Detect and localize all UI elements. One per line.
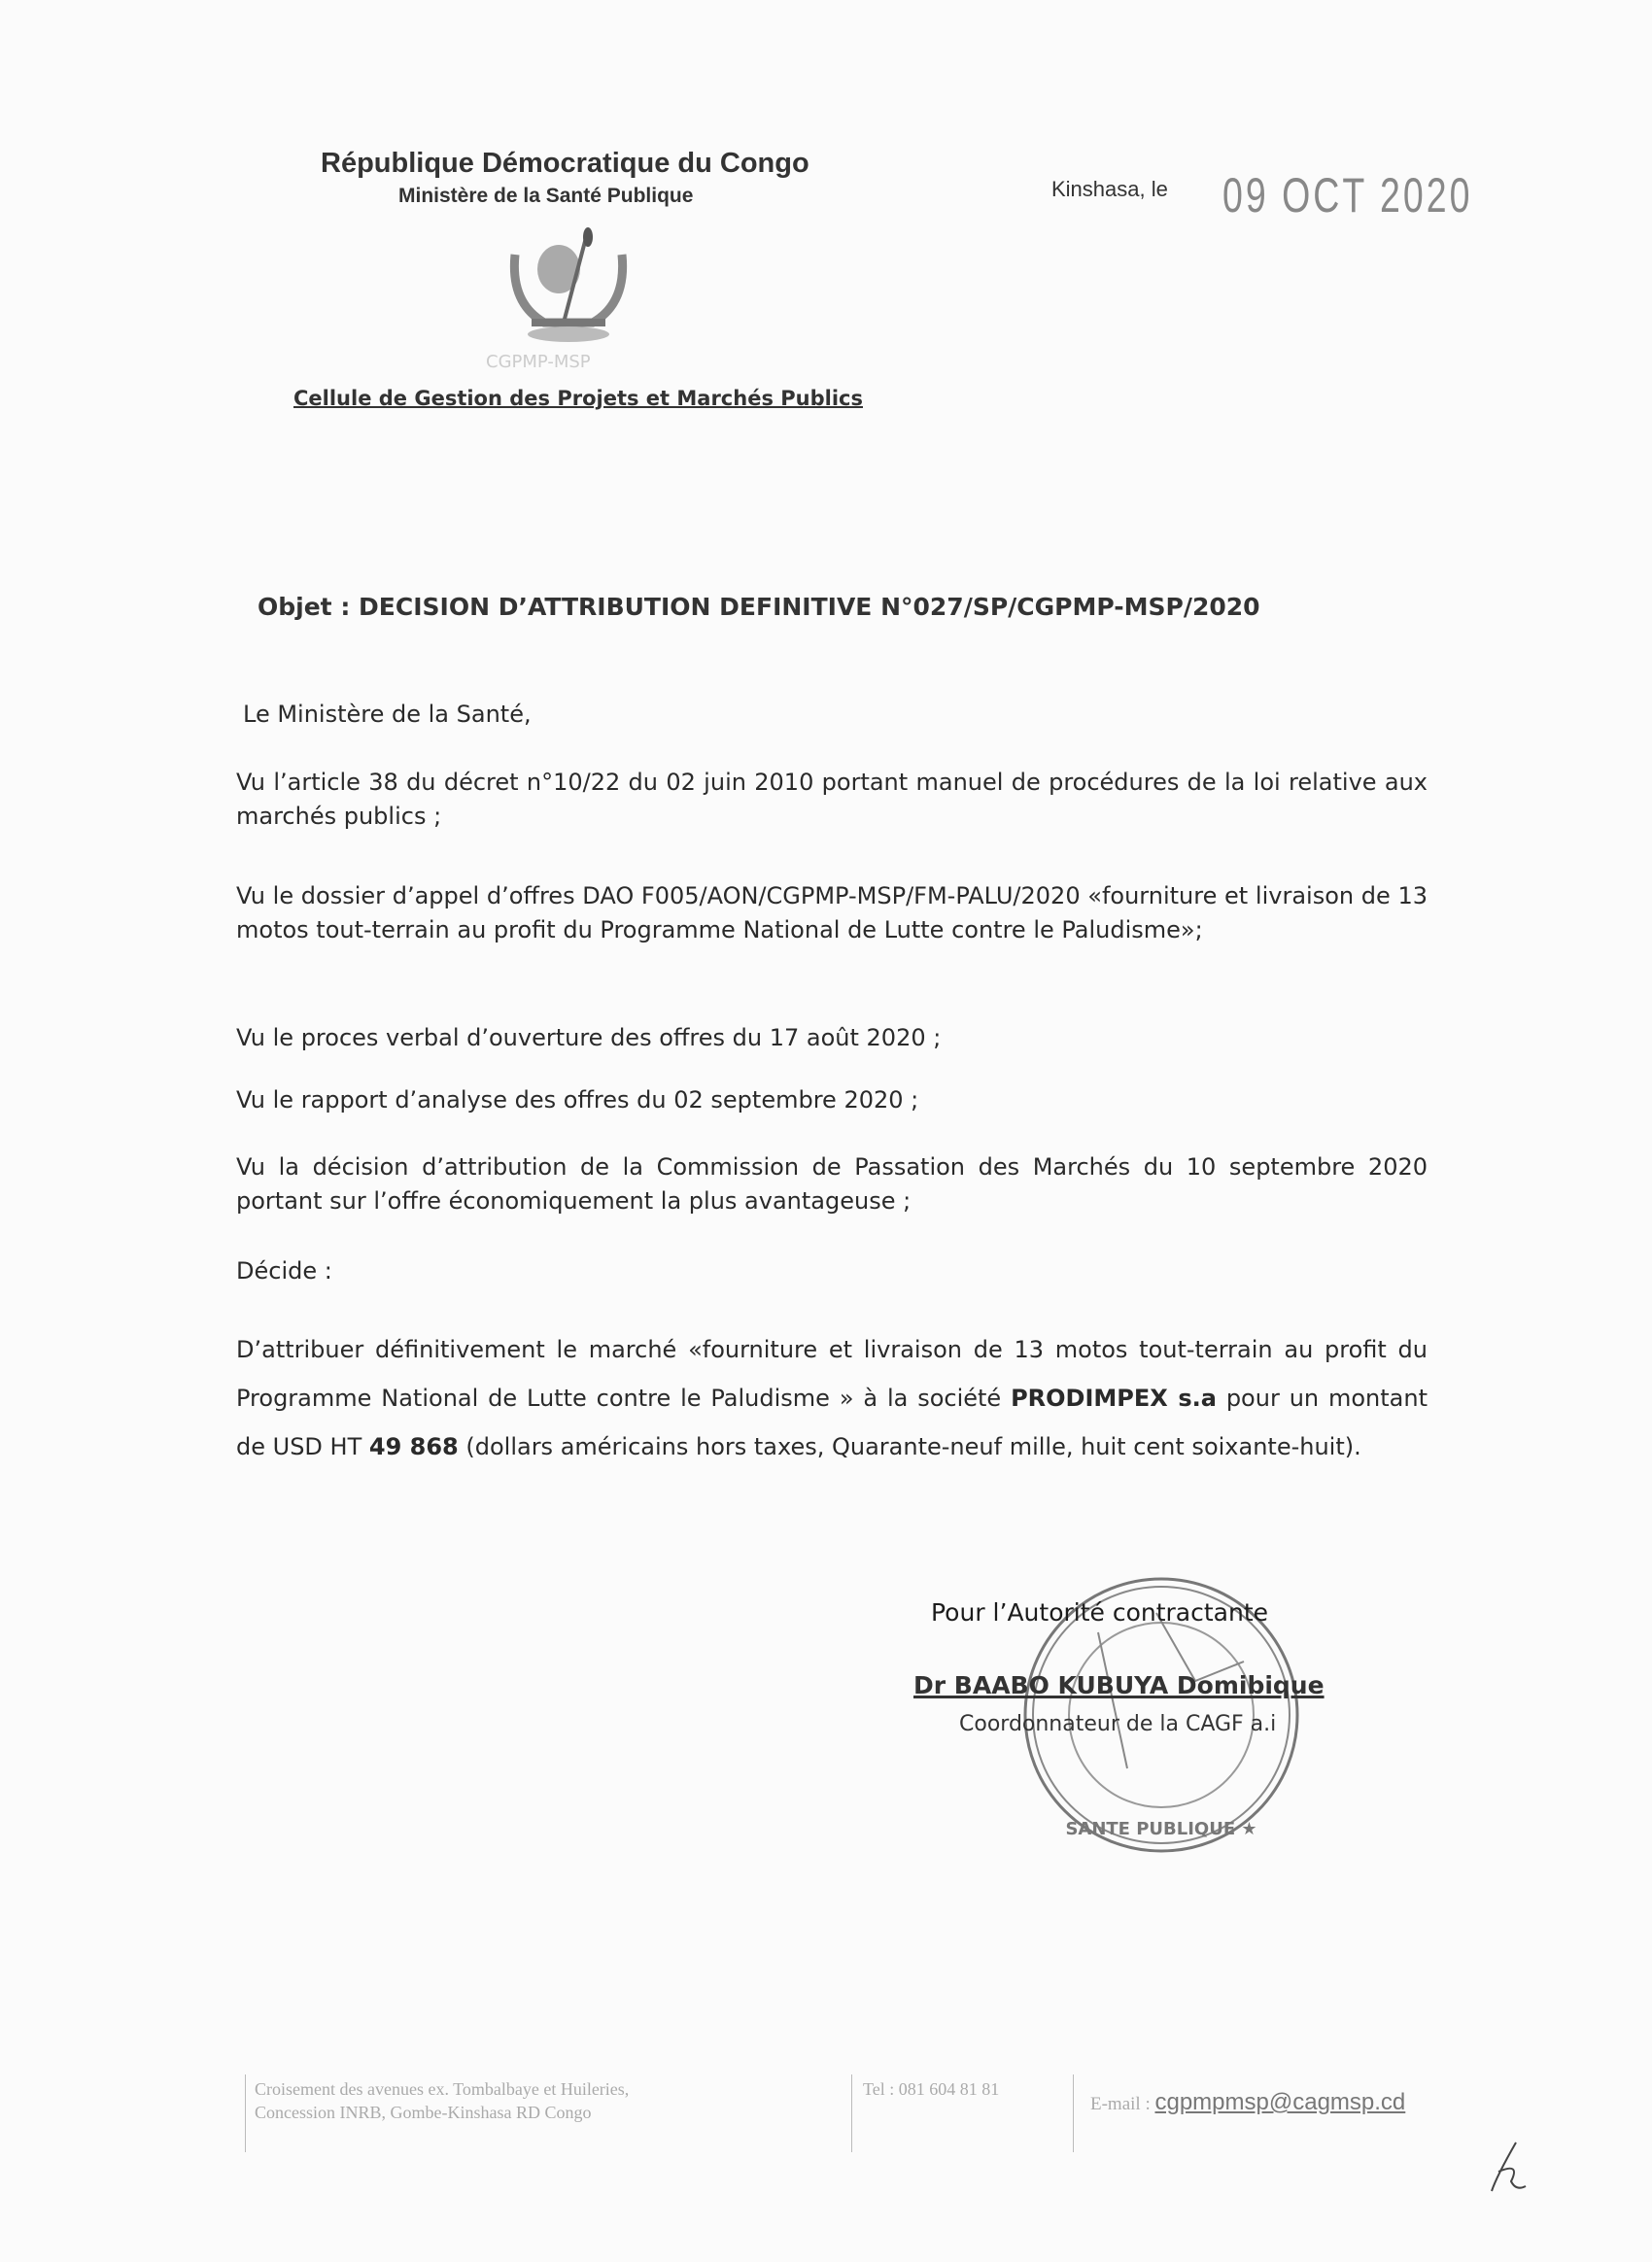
ministry-name: Ministère de la Santé Publique xyxy=(398,185,694,207)
signature-for: Pour l’Autorité contractante xyxy=(931,1598,1269,1627)
footer-divider xyxy=(245,2074,246,2152)
date-stamp: 09 OCT 2020 xyxy=(1222,168,1473,223)
opening-line: Le Ministère de la Santé, xyxy=(243,701,532,728)
unit-name: Cellule de Gestion des Projets et Marchés Publics xyxy=(293,387,863,410)
company-name: PRODIMPEX s.a xyxy=(1011,1385,1217,1412)
place-label: Kinshasa, le xyxy=(1051,177,1168,201)
subject-line: Objet : DECISION D’ATTRIBUTION DEFINITIVE N°027/SP/CGPMP-MSP/2020 xyxy=(258,593,1260,621)
signatory-name: Dr BAABO KUBUYA Domibique xyxy=(913,1671,1325,1699)
footer-divider xyxy=(851,2074,852,2152)
footer-email-block xyxy=(1090,2089,1405,2116)
decision-paragraph xyxy=(236,1325,1428,1471)
coat-of-arms-emblem xyxy=(491,225,646,342)
amount: 49 868 xyxy=(368,1433,459,1460)
country-name: République Démocratique du Congo xyxy=(321,148,809,179)
footer-email-label: E-mail : xyxy=(1090,2094,1155,2114)
emblem-acronym: CGPMP-MSP xyxy=(486,352,591,372)
initials-mark xyxy=(1477,2138,1535,2196)
footer-email-link[interactable]: cgpmpmsp@cagmsp.cd xyxy=(1154,2089,1406,2115)
paragraph-decision-commission: Vu la décision d’attribution de la Commission de Passation des Marchés du 10 septembre 2020 portant sur l’offre économiquement la plus avantageuse ; xyxy=(236,1153,1428,1215)
footer-address-line1: Croisement des avenues ex. Tombalbaye et Huileries, xyxy=(255,2079,630,2099)
footer-address-line2: Concession INRB, Gombe-Kinshasa RD Congo xyxy=(255,2103,592,2122)
paragraph-dossier: Vu le dossier d’appel d’offres DAO F005/AON/CGPMP-MSP/FM-PALU/2020 «fourniture et livraison de 13 motos tout-terrain au profit du Programme National de Lutte contre le Paludisme»; xyxy=(236,882,1428,943)
decision-text-c: (dollars américains hors taxes, Quarante-neuf mille, huit cent soixante-huit). xyxy=(458,1433,1361,1460)
signatory-title: Coordonnateur de la CAGF a.i xyxy=(959,1712,1277,1736)
decide-label: Décide : xyxy=(236,1257,332,1285)
paragraph-proces-verbal: Vu le proces verbal d’ouverture des offres du 17 août 2020 ; xyxy=(236,1024,942,1051)
decision-text-a: D’attribuer définitivement le marché «fourniture et livraison de 13 motos tout-terrain au profit du Programme National de Lutte contre le Paludisme » à la société xyxy=(236,1336,1428,1412)
paragraph-rapport: Vu le rapport d’analyse des offres du 02 septembre 2020 ; xyxy=(236,1086,919,1114)
svg-text:SANTE PUBLIQUE ★: SANTE PUBLIQUE ★ xyxy=(1065,1819,1257,1839)
footer-divider xyxy=(1073,2074,1074,2152)
decision-text-b: pour un montant de USD HT xyxy=(236,1385,1428,1460)
footer-phone: Tel : 081 604 81 81 xyxy=(863,2079,1000,2099)
paragraph-article: Vu l’article 38 du décret n°10/22 du 02 juin 2010 portant manuel de procédures de la loi relative aux marchés publics ; xyxy=(236,769,1428,830)
